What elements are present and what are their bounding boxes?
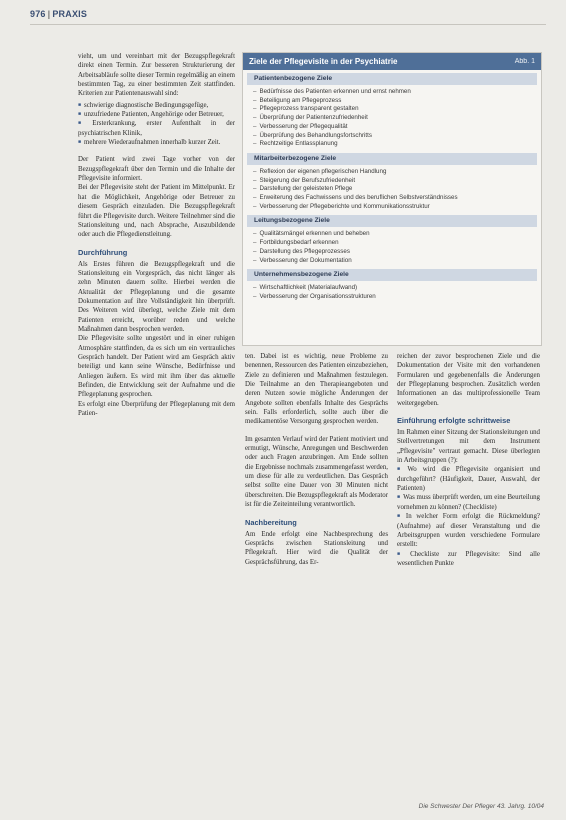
list-item: – Steigerung der Berufszufriedenheit — [261, 177, 537, 186]
section-heading: Nachbereitung — [245, 517, 297, 527]
box-section-heading: Unternehmensbezogene Ziele — [247, 269, 537, 281]
paragraph: Als Erstes führen die Bezugspflegekraft und die Stationsleitung ein Vorgespräch, das nicht länger als zehn Minuten dauern sollte. Hierbei werden die Aktualität der Pflegeplanung und die gesamte Dokumentation auf ihre Vollständigkeit hin überprüft. Des Weiteren wird überlegt, welche Ziele mit dem Patienten erreicht, worüber reden und welche Maßnahmen dann besprochen werden. — [78, 260, 235, 333]
list-item: – Verbesserung der Pflegequalität — [261, 123, 537, 132]
paragraph: reichen der zuvor besprochenen Ziele und die Dokumentation der Visite mit den vorhandenen Formularen und gegebenenfalls die Änderungen der Pflegeplanung besprochen. Zusätzlich werden Informationen an das multiprofessionelle Team weitergegeben. — [397, 353, 540, 407]
list-item: – Pflegeprozess transparent gestalten — [261, 105, 537, 114]
box-section-heading: Leitungsbezogene Ziele — [247, 215, 537, 227]
paragraph: Bei der Pflegevisite steht der Patient im Mittelpunkt. Er hat die Möglichkeit, Angehörige oder Betreuer zu diesem Gespräch einzuladen. Die Bezugspflegekraft führt die Pflegevisite durch. Weitere Teilnehmer sind die Stationsleitung und, nach Absprache, Auszubildende oder auch die Pflegedienstleitung. — [78, 184, 235, 239]
list-item: – Fortbildungsbedarf erkennen — [261, 239, 537, 248]
section-title: PRAXIS — [52, 9, 88, 19]
header-rule — [30, 24, 546, 25]
box-title-bar — [243, 53, 541, 70]
box-section-heading: Mitarbeiterbezogene Ziele — [247, 153, 537, 165]
list-item: – Verbesserung der Dokumentation — [261, 257, 537, 266]
box-section-patient — [247, 73, 537, 149]
list-item: ■ unzufriedene Patienten, Angehörige oder Betreuer, — [78, 110, 235, 119]
box-title: Ziele der Pflegevisite in der Psychiatrie — [249, 57, 398, 66]
list-item: – Überprüfung der Patientenzufriedenheit — [261, 114, 537, 123]
paragraph: Die Pflegevisite sollte ungestört und in einer ruhigen Atmosphäre stattfinden, da es sich um ein vertrauliches Gespräch handelt. Der Patient wird am Gespräch aktiv beteiligt und kann seine Wünsche, Bedürfnisse und Anliegen äußern. Es wird mit ihm über das aktuelle Befinden, die Entwicklung seit der Aufnahme und die Pflegeplanung gesprochen. — [78, 335, 235, 399]
text-column-1 — [78, 52, 235, 426]
header-separator: | — [47, 9, 51, 19]
box-section-heading: Patientenbezogene Ziele — [247, 73, 537, 85]
paragraph: Im Rahmen einer Sitzung der Stationsleitungen und Stellvertretungen mit dem Instrument „Pflegevisite" vertraut gemacht. Diese überlegten in Arbeitsgruppen (?): — [397, 429, 540, 465]
box-section-staff — [247, 153, 537, 212]
list-item: – Beteiligung am Pflegeprozess — [261, 97, 537, 106]
list-item: ■ Was muss überprüft werden, um eine Beurteilung vornehmen zu können? (Checkliste) — [397, 493, 540, 512]
list-item: – Wirtschaftlichkeit (Materialaufwand) — [261, 284, 537, 293]
list-item: – Überprüfung des Behandlungsfortschritts — [261, 132, 537, 141]
paragraph: Im gesamten Verlauf wird der Patient motiviert und ermutigt, Wünsche, Anregungen und Beschwerden oder auch Fragen anzubringen. Am Ende sollten die Ergebnisse nochmals zusammengefasst werden, um diese für alle zu verdeutlichen. Das Gespräch selbst sollte eine Dauer von 30 Minuten nicht überschreiten. Die Bezugspflegekraft als Moderator ist für die Zeiteinteilung verantwortlich. — [245, 435, 388, 509]
box-section-company — [247, 269, 537, 301]
list-item: ■ mehrere Wiederaufnahmen innerhalb kurzer Zeit. — [78, 138, 235, 147]
list-item: ■ In welcher Form erfolgt die Rückmeldung? (Aufnahme) auf dieser Veranstaltung und die Arbeitsgruppen wurden verschiedene Formulare erstellt: — [397, 512, 540, 549]
page-number: 976 — [30, 9, 46, 19]
list-item: ■ schwierige diagnostische Bedingungsgefüge, — [78, 101, 235, 110]
page-footer: Die Schwester Der Pfleger 43. Jahrg. 10/04 — [418, 803, 544, 810]
paragraph: ten. Dabei ist es wichtig, neue Probleme zu benennen, Ressourcen des Patienten einzubeziehen, Ziele zu definieren und Maßnahmen festzulegen. Die Teilnahme an den Therapieangeboten und deren Nutzen sowie mögliche Änderungen der Angebote sollten ebenfalls Inhalte des Gesprächs sein. Falls erforderlich, sollte auch über die medikamentöse Versorgung gesprochen werden. — [245, 353, 388, 426]
list-item: – Verbesserung der Organisationsstrukturen — [261, 293, 537, 302]
paragraph: vieht, um und vereinbart mit der Bezugspflegekraft direkt einen Termin. Zur besseren Strukturierung der Arbeitsabläufe sollte dieser Termin regelmäßig an einem bestimmten Tag, zu einer bestimmten Zeit stattfinden. Kriterien zur Patientenauswahl sind: — [78, 53, 235, 98]
criteria-list — [78, 101, 235, 148]
list-item: – Erweiterung des Fachwissens und des beruflichen Selbstverständnisses — [261, 194, 537, 203]
paragraph: Am Ende erfolgt eine Nachbesprechung des Gesprächs zwischen Stationsleitung und Pflegekraft. Hier wird die Qualität der Gesprächsführung, das Er- — [245, 530, 388, 566]
list-item: – Reflexion der eigenen pflegerischen Handlung — [261, 168, 537, 177]
list-item: – Rechtzeitige Entlassplanung — [261, 140, 537, 149]
section-heading: Durchführung — [78, 247, 128, 257]
goals-box — [242, 52, 542, 346]
page-header — [30, 9, 87, 19]
section-heading: Einführung erfolgte schrittweise — [397, 416, 511, 426]
list-item: – Verbesserung der Pflegeberichte und Kommunikationsstruktur — [261, 203, 537, 212]
list-item: – Bedürfnisse des Patienten erkennen und ernst nehmen — [261, 88, 537, 97]
question-list — [397, 465, 540, 568]
list-item: ■ Checkliste zur Pflegevisite: Sind alle wesentlichen Punkte — [397, 550, 540, 569]
list-item: ■ Ersterkrankung, erster Aufenthalt in der psychiatrischen Klinik, — [78, 119, 235, 138]
figure-label: Abb. 1 — [514, 58, 535, 65]
paragraph: Es erfolgt eine Überprüfung der Pflegeplanung mit dem Patien- — [78, 400, 235, 418]
text-column-2 — [245, 352, 388, 575]
list-item: – Darstellung der geleisteten Pflege — [261, 185, 537, 194]
text-column-3 — [397, 352, 540, 568]
paragraph: Der Patient wird zwei Tage vorher von der Bezugspflegekraft über den Termin und die Inhalte der Pflegevisite informiert. — [78, 156, 235, 183]
list-item: – Darstellung des Pflegeprozesses — [261, 248, 537, 257]
box-section-management — [247, 215, 537, 265]
list-item: – Qualitätsmängel erkennen und beheben — [261, 230, 537, 239]
list-item: ■ Wo wird die Pflegevisite organisiert und durchgeführt? (Häufigkeit, Dauer, Auswahl, der Patienten) — [397, 465, 540, 493]
